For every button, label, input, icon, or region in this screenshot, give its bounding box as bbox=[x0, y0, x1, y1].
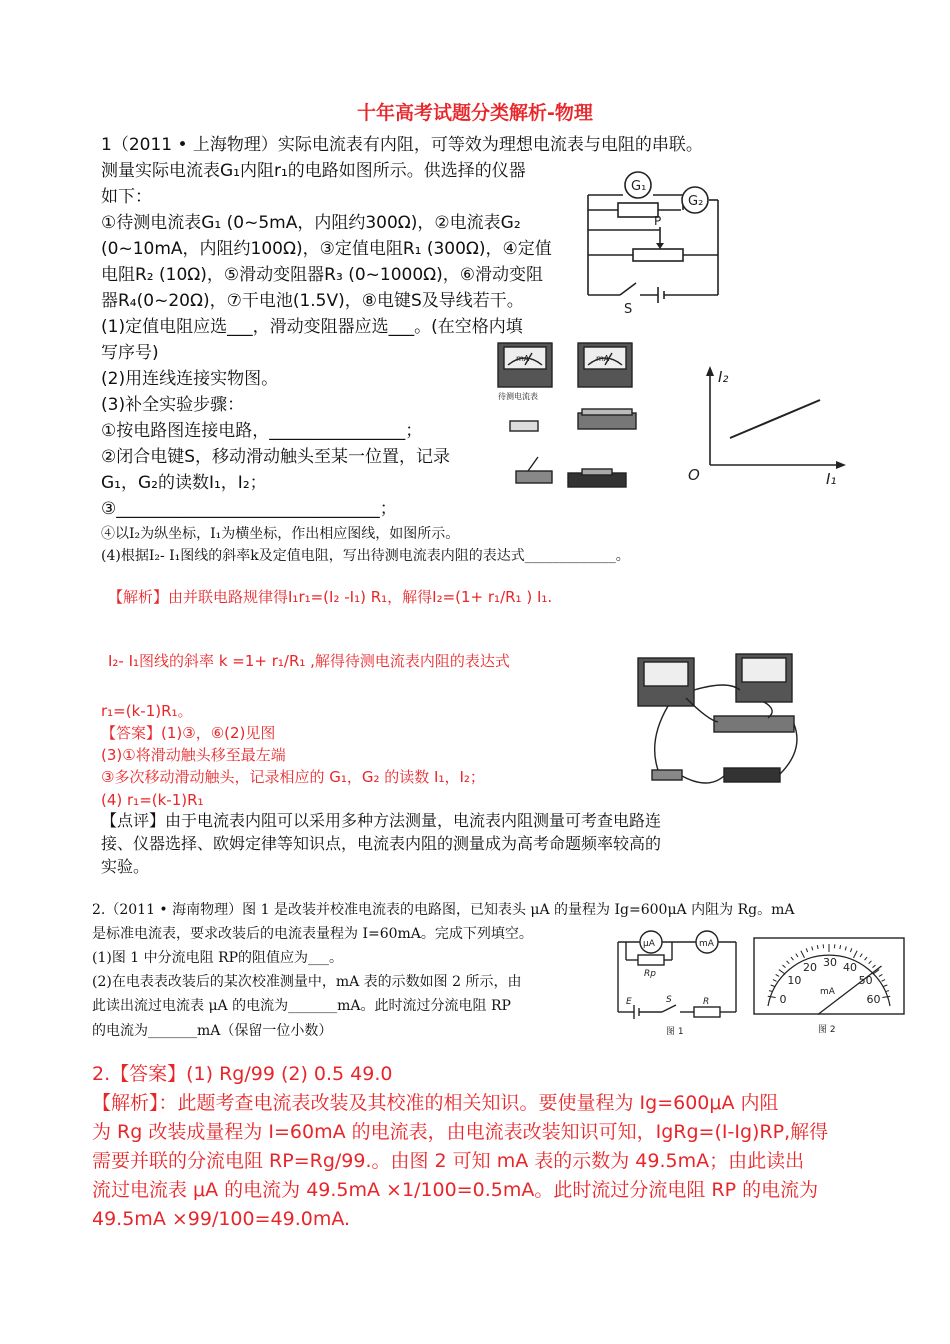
fig1-caption: 图 1 bbox=[666, 1027, 684, 1037]
meter-unit-1: mA bbox=[516, 354, 530, 363]
gauge-tick-label: 60 bbox=[866, 993, 881, 1007]
q1-answer-2: (3)①将滑动触头移至最左端 bbox=[101, 746, 286, 764]
s-label: S bbox=[624, 302, 633, 315]
q2-line-5: 此读出流过电流表 μA 的电流为_______mA。此时流过分流电阻 RP bbox=[92, 998, 511, 1014]
page-title: 十年高考试题分类解析-物理 bbox=[357, 102, 593, 124]
ma-label: mA bbox=[699, 939, 714, 949]
q1-i2-i1-graph bbox=[680, 360, 850, 490]
e-label: E bbox=[626, 997, 632, 1007]
q2-line-3: (1)图 1 中分流电阻 RP的阻值应为___。 bbox=[92, 950, 344, 966]
q1-line-14: G₁，G₂的读数I₁，I₂； bbox=[101, 473, 267, 493]
gauge-tick-label: 40 bbox=[842, 960, 857, 974]
q1-line-1: 1（2011 • 上海物理）实际电流表有内阻，可等效为理想电流表与电阻的串联。 bbox=[101, 135, 703, 155]
q1-wiring-photo bbox=[628, 650, 808, 800]
gauge-tick-label: 50 bbox=[858, 974, 873, 988]
rp-label: Rp bbox=[644, 969, 656, 979]
q1-line-5: (0~10mA，内阻约100Ω)，③定值电阻R₁ (300Ω)，④定值 bbox=[101, 239, 552, 259]
q1-comment-3: 实验。 bbox=[101, 857, 150, 876]
q1-answer-3: ③多次移动滑动触头，记录相应的 G₁，G₂ 的读数 I₁，I₂； bbox=[101, 768, 485, 786]
q1-line-6: 电阻R₂ (10Ω)，⑤滑动变阻器R₃ (0~1000Ω)，⑥滑动变阻 bbox=[101, 265, 544, 285]
axis-i1-label: I₁ bbox=[826, 470, 837, 488]
q1-part-4: (4)根据I₂- I₁图线的斜率k及定值电阻，写出待测电流表内阻的表达式_____________。 bbox=[101, 548, 630, 564]
meter-caption: 待测电流表 bbox=[498, 392, 538, 401]
q2-analysis-4: 流过电流表 μA 的电流为 49.5mA ×1/100=0.5mA。此时流过分流电阻 RP 的电流为 bbox=[92, 1179, 819, 1201]
q1-answer-1: 【答案】(1)③，⑥(2)见图 bbox=[101, 724, 276, 742]
q1-analysis-2: I₂- I₁图线的斜率 k =1+ r₁/R₁ ,解得待测电流表内阻的表达式 bbox=[108, 652, 510, 670]
q1-line-3: 如下： bbox=[101, 187, 152, 207]
q1-analysis-1: 【解析】由并联电路规律得I₁r₁=(I₂ -I₁) R₁，解得I₂=(1+ r₁/R₁ ) I₁. bbox=[108, 588, 553, 606]
q1-line-15: ③_______________________________； bbox=[101, 499, 397, 519]
q2-line-4: (2)在电表表改装后的某次校准测量中，mA 表的示数如图 2 所示，由 bbox=[92, 974, 522, 990]
q2-line-6: 的电流为_______mA（保留一位小数） bbox=[92, 1023, 333, 1039]
g2-label: G₂ bbox=[688, 194, 704, 209]
fig2-caption: 图 2 bbox=[818, 1025, 836, 1035]
q1-circuit-diagram bbox=[578, 165, 738, 315]
q1-line-12: ①按电路图连接电路，________________； bbox=[101, 421, 423, 441]
origin-label: O bbox=[688, 466, 700, 484]
q2-fig2-meter bbox=[752, 936, 908, 1036]
q2-answer: 2.【答案】(1) Rg/99 (2) 0.5 49.0 bbox=[92, 1063, 393, 1085]
q1-line-7: 器R₄(0~20Ω)，⑦干电池(1.5V)，⑧电键S及导线若干。 bbox=[101, 291, 524, 311]
axis-i2-label: I₂ bbox=[718, 368, 729, 386]
q1-line-2: 测量实际电流表G₁内阻r₁的电路如图所示。供选择的仪器 bbox=[101, 161, 526, 181]
r-label: R bbox=[703, 997, 710, 1007]
q1-line-13: ②闭合电键S，移动滑动触头至某一位置，记录 bbox=[101, 447, 451, 467]
meter-unit-2: mA bbox=[596, 354, 610, 363]
q2-analysis-1: 【解析】：此题考查电流表改装及其校准的相关知识。要使量程为 Ig=600μA 内阻 bbox=[92, 1092, 779, 1114]
gauge-tick-label: 20 bbox=[803, 960, 818, 974]
fig2-unit-label: mA bbox=[820, 987, 835, 997]
q2-line-2: 是标准电流表，要求改装后的电流表量程为 I=60mA。完成下列填空。 bbox=[92, 926, 533, 942]
q1-step-4: ④以I₂为纵坐标，I₁为横坐标，作出相应图线，如图所示。 bbox=[101, 526, 460, 542]
q2-line-1: 2.（2011 • 海南物理）图 1 是改装并校准电流表的电路图，已知表头 μA 的量程为 Ig=600μA 内阻为 Rg。mA bbox=[92, 902, 795, 918]
gauge-tick-label: 10 bbox=[787, 974, 802, 988]
s-label-2: S bbox=[666, 995, 672, 1005]
ua-label: μA bbox=[643, 939, 655, 949]
q1-answer-4: (4) r₁=(k-1)R₁ bbox=[101, 791, 204, 809]
q2-analysis-5: 49.5mA ×99/100=49.0mA. bbox=[92, 1208, 351, 1230]
q1-line-9: 写序号) bbox=[101, 343, 159, 363]
q2-fig1-circuit bbox=[606, 928, 754, 1040]
q1-apparatus-photo bbox=[492, 333, 642, 503]
p-label: P bbox=[654, 214, 662, 228]
q1-line-4: ①待测电流表G₁ (0~5mA，内阻约300Ω)，②电流表G₂ bbox=[101, 213, 521, 233]
q1-line-8: (1)定值电阻应选___，滑动变阻器应选___。(在空格内填 bbox=[101, 317, 523, 337]
q1-comment-1: 【点评】由于电流表内阻可以采用多种方法测量，电流表内阻测量可考查电路连 bbox=[101, 811, 662, 830]
q1-comment-2: 接、仪器选择、欧姆定律等知识点，电流表内阻的测量成为高考命题频率较高的 bbox=[101, 834, 662, 853]
gauge-tick-label: 30 bbox=[823, 956, 837, 969]
q1-analysis-3: r₁=(k-1)R₁。 bbox=[101, 702, 193, 720]
gauge-tick-label: 0 bbox=[779, 993, 787, 1007]
g1-label: G₁ bbox=[631, 179, 647, 194]
q1-line-11: (3)补全实验步骤： bbox=[101, 395, 245, 415]
q2-analysis-3: 需要并联的分流电阻 RP=Rg/99.。由图 2 可知 mA 表的示数为 49.5mA；由此读出 bbox=[92, 1150, 805, 1172]
q1-line-10: (2)用连线连接实物图。 bbox=[101, 369, 279, 389]
q2-analysis-2: 为 Rg 改装成量程为 I=60mA 的电流表，由电流表改装知识可知，IgRg=(I-Ig)RP,解得 bbox=[92, 1121, 829, 1143]
